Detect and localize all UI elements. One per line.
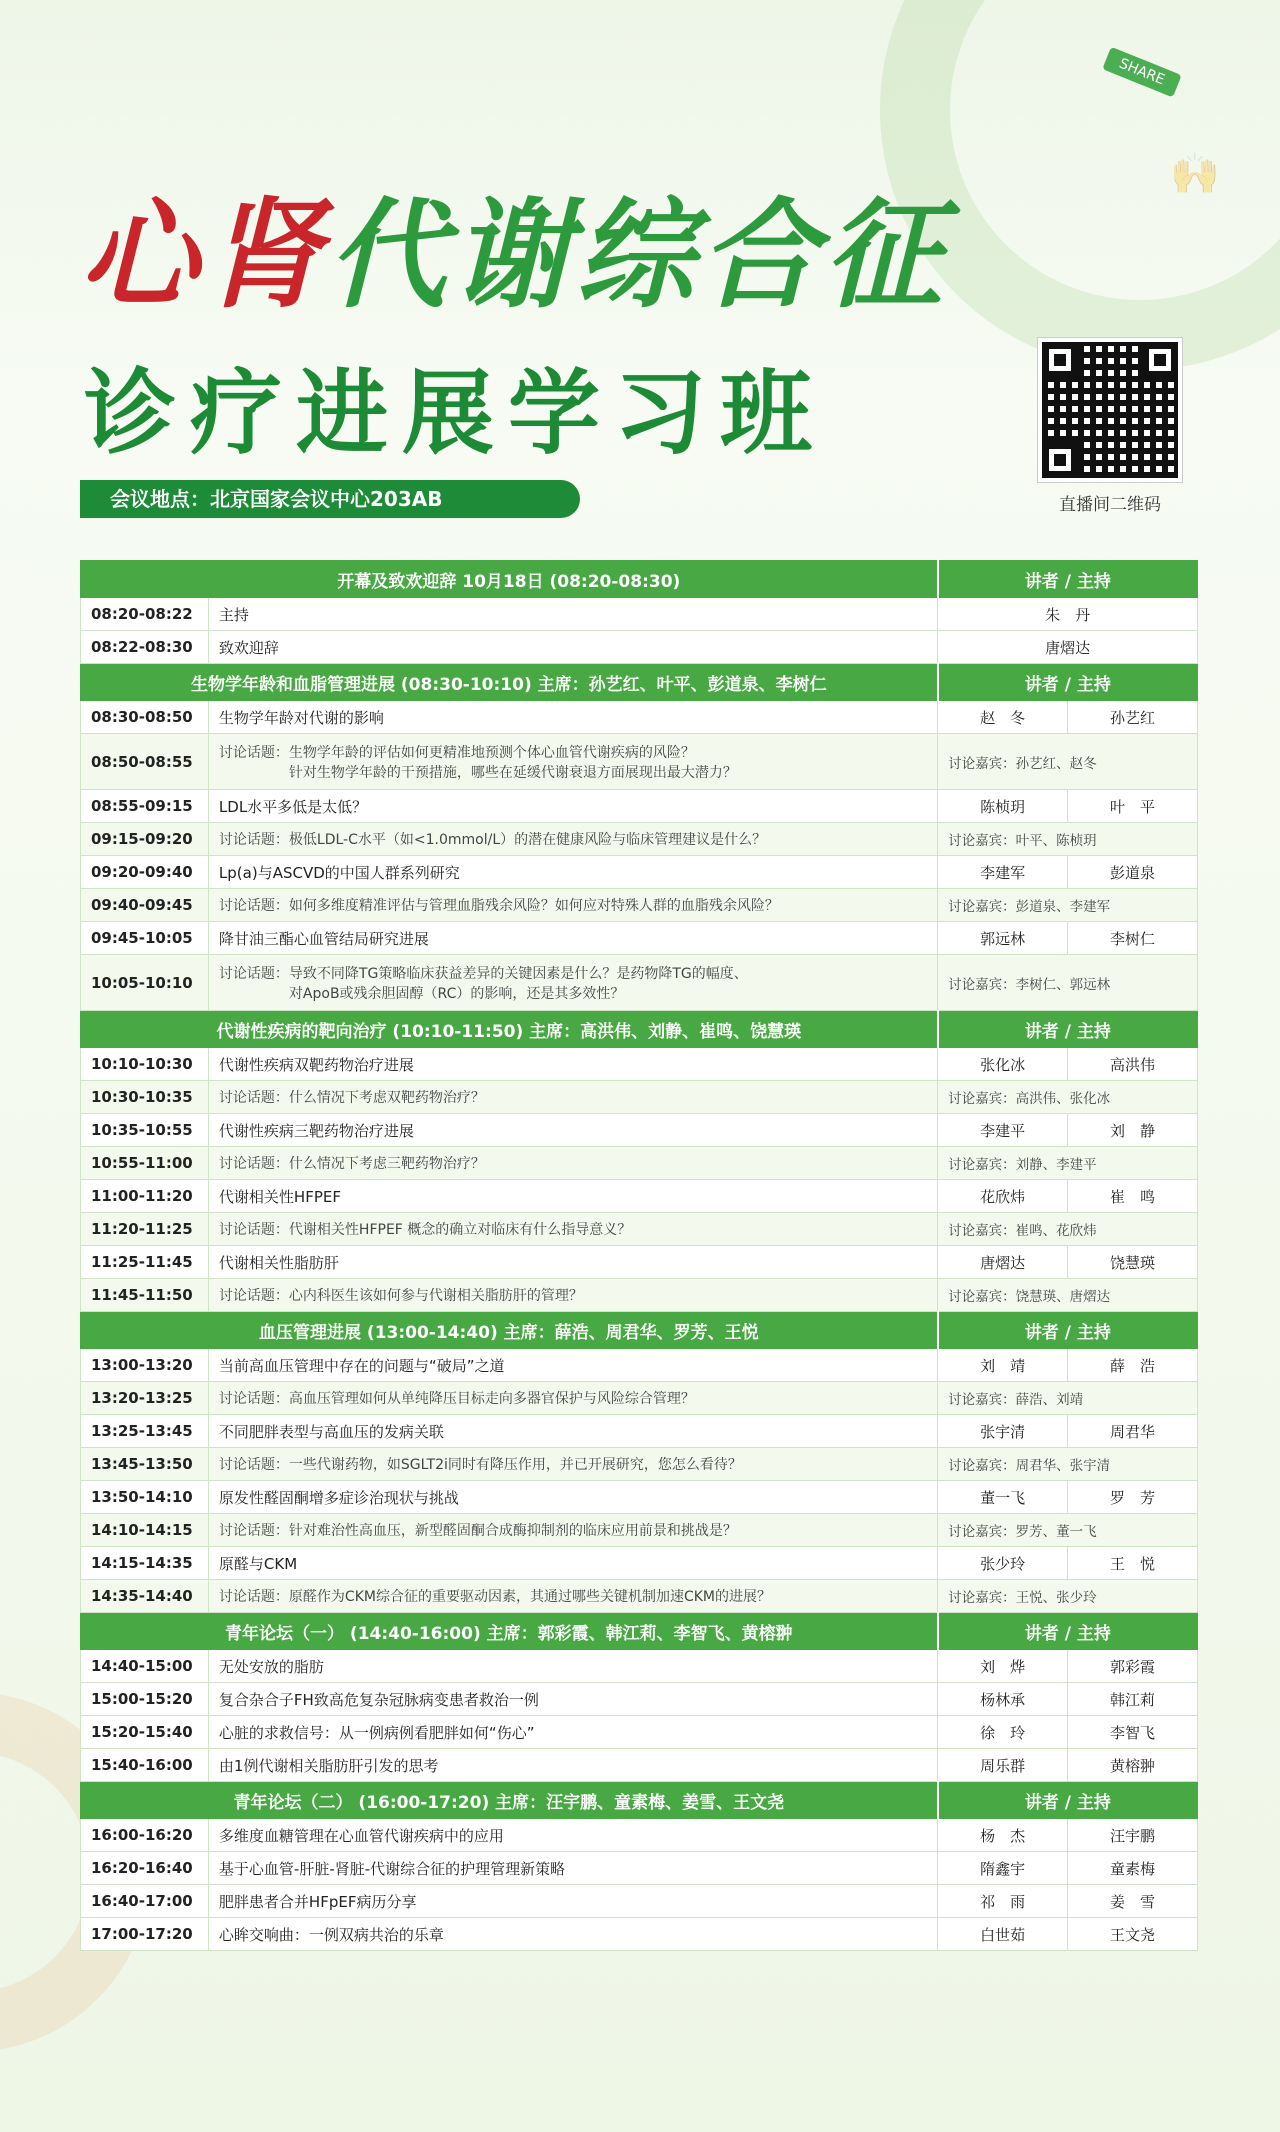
session-time: 14:40-15:00: [81, 1650, 209, 1683]
host-name: 高洪伟: [1068, 1048, 1198, 1081]
session-topic: [208, 1448, 937, 1481]
topic-line: 代谢相关性脂肪肝: [218, 1253, 339, 1272]
section-speaker-header: 讲者 / 主持: [938, 1011, 1198, 1048]
session-time: 09:15-09:20: [81, 823, 209, 856]
topic-line: 不同肥胖表型与高血压的发病关联: [218, 1422, 444, 1441]
session-time: 13:20-13:25: [81, 1382, 209, 1415]
speaker-name: 杨林承: [938, 1683, 1068, 1716]
session-time: 14:15-14:35: [81, 1547, 209, 1580]
topic-line: 复合杂合子FH致高危复杂冠脉病变患者救治一例: [218, 1690, 539, 1709]
session-topic: [208, 1246, 937, 1279]
host-name: 李树仁: [1068, 922, 1198, 955]
section-header: [81, 1011, 1198, 1048]
session-topic: [208, 1382, 937, 1415]
session-time: 14:35-14:40: [81, 1580, 209, 1613]
title-red: 心肾: [80, 185, 329, 324]
section-header: [81, 664, 1198, 701]
session-time: 08:50-08:55: [81, 734, 209, 790]
speaker-name: 朱 丹: [938, 598, 1198, 631]
section-header: [81, 1782, 1198, 1819]
session-topic: [208, 1415, 937, 1448]
agenda-row: [81, 701, 1198, 734]
topic-line: 代谢相关性HFPEF: [218, 1187, 341, 1206]
section-title: 青年论坛（二） (16:00-17:20) 主席：汪宇鹏、童素梅、姜雪、王文尧: [81, 1782, 938, 1819]
session-topic: [208, 889, 937, 922]
share-tag: SHARE: [1103, 47, 1182, 98]
session-topic: [208, 1349, 937, 1382]
discussion-guests: 讨论嘉宾：李树仁、郭远林: [938, 955, 1198, 1011]
discussion-guests: 讨论嘉宾：王悦、张少玲: [938, 1580, 1198, 1613]
topic-line: 代谢性疾病双靶药物治疗进展: [218, 1055, 414, 1074]
session-time: 10:55-11:00: [81, 1147, 209, 1180]
discussion-guests: 讨论嘉宾：孙艺红、赵冬: [938, 734, 1198, 790]
host-name: 周君华: [1068, 1415, 1198, 1448]
discussion-guests: 讨论嘉宾：叶平、陈桢玥: [938, 823, 1198, 856]
qr-code-icon[interactable]: [1038, 338, 1182, 482]
host-name: 孙艺红: [1068, 701, 1198, 734]
discussion-row: [81, 1081, 1198, 1114]
agenda-row: [81, 1349, 1198, 1382]
topic-line: 生物学年龄对代谢的影响: [218, 708, 384, 727]
topic-line: 讨论话题：生物学年龄的评估如何更精准地预测个体心血管代谢疾病的风险？: [218, 744, 695, 761]
session-topic: [208, 1749, 937, 1782]
agenda-row: [81, 1415, 1198, 1448]
session-time: 10:05-10:10: [81, 955, 209, 1011]
section-title: 代谢性疾病的靶向治疗 (10:10-11:50) 主席：高洪伟、刘静、崔鸣、饶慧瑛: [81, 1011, 938, 1048]
agenda-row: [81, 790, 1198, 823]
discussion-guests: 讨论嘉宾：罗芳、董一飞: [938, 1514, 1198, 1547]
discussion-row: [81, 1448, 1198, 1481]
topic-line: 心眸交响曲：一例双病共治的乐章: [218, 1925, 444, 1944]
topic-line: 无处安放的脂肪: [218, 1657, 324, 1676]
discussion-row: [81, 823, 1198, 856]
session-time: 09:20-09:40: [81, 856, 209, 889]
topic-line: LDL水平多低是太低？: [218, 797, 368, 816]
speaker-name: 陈桢玥: [938, 790, 1068, 823]
session-topic: [208, 1819, 937, 1852]
agenda-row: [81, 1749, 1198, 1782]
section-header: [81, 1312, 1198, 1349]
topic-line: 主持: [218, 605, 249, 624]
discussion-guests: 讨论嘉宾：崔鸣、花欣炜: [938, 1213, 1198, 1246]
host-name: 罗 芳: [1068, 1481, 1198, 1514]
topic-line: 讨论话题：代谢相关性HFPEF 概念的确立对临床有什么指导意义？: [218, 1222, 632, 1238]
topic-line-2: 对ApoB或残余胆固醇（RC）的影响，还是其多效性？: [288, 985, 625, 1002]
session-topic: [208, 1716, 937, 1749]
agenda-row: [81, 1819, 1198, 1852]
speaker-name: 隋鑫宇: [938, 1852, 1068, 1885]
session-topic: [208, 922, 937, 955]
session-time: 14:10-14:15: [81, 1514, 209, 1547]
speaker-name: 祁 雨: [938, 1885, 1068, 1918]
venue-bar: 会议地点：北京国家会议中心203AB: [80, 480, 580, 518]
session-time: 08:30-08:50: [81, 701, 209, 734]
section-header: [81, 1613, 1198, 1650]
session-topic: [208, 1885, 937, 1918]
session-topic: [208, 1547, 937, 1580]
qr-label: 直播间二维码: [1059, 495, 1161, 515]
topic-line: 讨论话题：极低LDL-C水平（如<1.0mmol/L）的潜在健康风险与临床管理建议是什么？: [218, 832, 767, 848]
page-subtitle: 诊疗进展学习班: [84, 360, 827, 467]
section-speaker-header: 讲者 / 主持: [938, 561, 1198, 598]
discussion-row: [81, 1382, 1198, 1415]
host-name: 饶慧瑛: [1068, 1246, 1198, 1279]
session-time: 08:20-08:22: [81, 598, 209, 631]
session-topic: [208, 1918, 937, 1951]
session-topic: [208, 1514, 937, 1547]
speaker-name: 唐熠达: [938, 631, 1198, 664]
session-topic: [208, 955, 937, 1011]
session-time: 10:30-10:35: [81, 1081, 209, 1114]
discussion-guests: 讨论嘉宾：高洪伟、张化冰: [938, 1081, 1198, 1114]
topic-line: 降甘油三酯心血管结局研究进展: [218, 929, 429, 948]
section-speaker-header: 讲者 / 主持: [938, 664, 1198, 701]
discussion-row: [81, 734, 1198, 790]
discussion-row: [81, 955, 1198, 1011]
speaker-name: 赵 冬: [938, 701, 1068, 734]
people-silhouette-icon: 🙌: [1170, 151, 1220, 197]
discussion-row: [81, 1213, 1198, 1246]
session-topic: [208, 1180, 937, 1213]
host-name: 崔 鸣: [1068, 1180, 1198, 1213]
session-topic: [208, 856, 937, 889]
topic-line: 讨论话题：什么情况下考虑三靶药物治疗？: [218, 1156, 485, 1172]
speaker-name: 刘 烨: [938, 1650, 1068, 1683]
session-time: 08:22-08:30: [81, 631, 209, 664]
agenda-row: [81, 1683, 1198, 1716]
agenda-row: [81, 1918, 1198, 1951]
session-time: 11:25-11:45: [81, 1246, 209, 1279]
discussion-row: [81, 889, 1198, 922]
agenda-row: [81, 598, 1198, 631]
speaker-name: 李建平: [938, 1114, 1068, 1147]
host-name: 薛 浩: [1068, 1349, 1198, 1382]
agenda-row: [81, 1246, 1198, 1279]
session-topic: [208, 734, 937, 790]
session-topic: [208, 1650, 937, 1683]
speaker-name: 徐 玲: [938, 1716, 1068, 1749]
topic-line: 讨论话题：导致不同降TG策略临床获益差异的关键因素是什么？是药物降TG的幅度、: [218, 965, 748, 982]
topic-line: 由1例代谢相关脂肪肝引发的思考: [218, 1756, 439, 1775]
session-topic: [208, 1048, 937, 1081]
session-time: 11:20-11:25: [81, 1213, 209, 1246]
discussion-guests: 讨论嘉宾：周君华、张宇清: [938, 1448, 1198, 1481]
agenda-row: [81, 1180, 1198, 1213]
session-topic: [208, 1114, 937, 1147]
agenda-table: [80, 560, 1198, 1951]
session-topic: [208, 1683, 937, 1716]
session-topic: [208, 1580, 937, 1613]
discussion-row: [81, 1580, 1198, 1613]
speaker-name: 白世茹: [938, 1918, 1068, 1951]
session-topic: [208, 1081, 937, 1114]
speaker-name: 花欣炜: [938, 1180, 1068, 1213]
topic-line: 肥胖患者合并HFpEF病历分享: [218, 1892, 417, 1911]
session-time: 10:10-10:30: [81, 1048, 209, 1081]
agenda-row: [81, 1048, 1198, 1081]
topic-line: 讨论话题：如何多维度精准评估与管理血脂残余风险？如何应对特殊人群的血脂残余风险？: [218, 898, 779, 914]
section-speaker-header: 讲者 / 主持: [938, 1782, 1198, 1819]
topic-line: 讨论话题：原醛作为CKM综合征的重要驱动因素，其通过哪些关键机制加速CKM的进展？: [218, 1589, 771, 1605]
session-time: 17:00-17:20: [81, 1918, 209, 1951]
session-time: 15:20-15:40: [81, 1716, 209, 1749]
discussion-guests: 讨论嘉宾：薛浩、刘靖: [938, 1382, 1198, 1415]
topic-line: 讨论话题：心内科医生该如何参与代谢相关脂肪肝的管理？: [218, 1288, 583, 1304]
session-time: 16:40-17:00: [81, 1885, 209, 1918]
topic-line: 多维度血糖管理在心血管代谢疾病中的应用: [218, 1826, 504, 1845]
section-title: 生物学年龄和血脂管理进展 (08:30-10:10) 主席：孙艺红、叶平、彭道泉、李树仁: [81, 664, 938, 701]
session-topic: [208, 1852, 937, 1885]
topic-line: 基于心血管-肝脏-肾脏-代谢综合征的护理管理新策略: [218, 1859, 566, 1878]
host-name: 郭彩霞: [1068, 1650, 1198, 1683]
section-title: 血压管理进展 (13:00-14:40) 主席：薛浩、周君华、罗芳、王悦: [81, 1312, 938, 1349]
host-name: 李智飞: [1068, 1716, 1198, 1749]
speaker-name: 董一飞: [938, 1481, 1068, 1514]
topic-line: 原醛与CKM: [218, 1554, 298, 1573]
topic-line: 讨论话题：什么情况下考虑双靶药物治疗？: [218, 1090, 485, 1106]
session-topic: [208, 1147, 937, 1180]
session-time: 16:20-16:40: [81, 1852, 209, 1885]
section-speaker-header: 讲者 / 主持: [938, 1613, 1198, 1650]
discussion-row: [81, 1514, 1198, 1547]
agenda-row: [81, 1547, 1198, 1580]
discussion-guests: 讨论嘉宾：刘静、李建平: [938, 1147, 1198, 1180]
session-topic: [208, 1279, 937, 1312]
agenda-row: [81, 1481, 1198, 1514]
topic-line: 讨论话题：针对难治性高血压，新型醛固酮合成酶抑制剂的临床应用前景和挑战是？: [218, 1523, 737, 1539]
host-name: 黄榕翀: [1068, 1749, 1198, 1782]
session-time: 13:25-13:45: [81, 1415, 209, 1448]
session-time: 08:55-09:15: [81, 790, 209, 823]
agenda-row: [81, 856, 1198, 889]
topic-line: 心脏的求救信号：从一例病例看肥胖如何“伤心”: [218, 1723, 535, 1742]
topic-line: 致欢迎辞: [218, 638, 279, 657]
host-name: 王 悦: [1068, 1547, 1198, 1580]
speaker-name: 周乐群: [938, 1749, 1068, 1782]
speaker-name: 杨 杰: [938, 1819, 1068, 1852]
host-name: 刘 静: [1068, 1114, 1198, 1147]
agenda-row: [81, 1650, 1198, 1683]
topic-line: 当前高血压管理中存在的问题与“破局”之道: [218, 1356, 505, 1375]
session-topic: [208, 1213, 937, 1246]
session-time: 13:00-13:20: [81, 1349, 209, 1382]
session-time: 09:45-10:05: [81, 922, 209, 955]
discussion-guests: 讨论嘉宾：饶慧瑛、唐熠达: [938, 1279, 1198, 1312]
agenda-row: [81, 631, 1198, 664]
section-title: 开幕及致欢迎辞 10月18日 (08:20-08:30): [81, 561, 938, 598]
session-time: 16:00-16:20: [81, 1819, 209, 1852]
topic-line: 讨论话题：一些代谢药物，如SGLT2i同时有降压作用，并已开展研究，您怎么看待？: [218, 1457, 742, 1473]
speaker-name: 刘 靖: [938, 1349, 1068, 1382]
host-name: 童素梅: [1068, 1852, 1198, 1885]
section-header: [81, 561, 1198, 598]
agenda-row: [81, 1114, 1198, 1147]
speaker-name: 张少玲: [938, 1547, 1068, 1580]
discussion-row: [81, 1279, 1198, 1312]
session-topic: [208, 631, 937, 664]
session-time: 11:45-11:50: [81, 1279, 209, 1312]
agenda-row: [81, 922, 1198, 955]
session-topic: [208, 823, 937, 856]
topic-line: 原发性醛固酮增多症诊治现状与挑战: [218, 1488, 459, 1507]
topic-line-2: 针对生物学年龄的干预措施，哪些在延缓代谢衰退方面展现出最大潜力？: [288, 764, 737, 781]
discussion-row: [81, 1147, 1198, 1180]
host-name: 姜 雪: [1068, 1885, 1198, 1918]
topic-line: 讨论话题：高血压管理如何从单纯降压目标走向多器官保护与风险综合管理？: [218, 1391, 695, 1407]
agenda-row: [81, 1716, 1198, 1749]
session-topic: [208, 598, 937, 631]
session-topic: [208, 790, 937, 823]
session-time: 13:45-13:50: [81, 1448, 209, 1481]
agenda-row: [81, 1852, 1198, 1885]
page-title: [80, 160, 948, 330]
host-name: 汪宇鹏: [1068, 1819, 1198, 1852]
session-time: 15:40-16:00: [81, 1749, 209, 1782]
speaker-name: 张化冰: [938, 1048, 1068, 1081]
session-time: 11:00-11:20: [81, 1180, 209, 1213]
section-title: 青年论坛（一） (14:40-16:00) 主席：郭彩霞、韩江莉、李智飞、黄榕翀: [81, 1613, 938, 1650]
host-name: 韩江莉: [1068, 1683, 1198, 1716]
host-name: 王文尧: [1068, 1918, 1198, 1951]
topic-line: 代谢性疾病三靶药物治疗进展: [218, 1121, 414, 1140]
topic-line: Lp(a)与ASCVD的中国人群系列研究: [218, 863, 460, 882]
session-time: 09:40-09:45: [81, 889, 209, 922]
speaker-name: 李建军: [938, 856, 1068, 889]
title-green: 代谢综合征: [328, 185, 949, 324]
discussion-guests: 讨论嘉宾：彭道泉、李建军: [938, 889, 1198, 922]
session-topic: [208, 1481, 937, 1514]
agenda-row: [81, 1885, 1198, 1918]
section-speaker-header: 讲者 / 主持: [938, 1312, 1198, 1349]
session-time: 15:00-15:20: [81, 1683, 209, 1716]
speaker-name: 郭远林: [938, 922, 1068, 955]
session-topic: [208, 701, 937, 734]
speaker-name: 唐熠达: [938, 1246, 1068, 1279]
session-time: 13:50-14:10: [81, 1481, 209, 1514]
session-time: 10:35-10:55: [81, 1114, 209, 1147]
speaker-name: 张宇清: [938, 1415, 1068, 1448]
host-name: 彭道泉: [1068, 856, 1198, 889]
host-name: 叶 平: [1068, 790, 1198, 823]
